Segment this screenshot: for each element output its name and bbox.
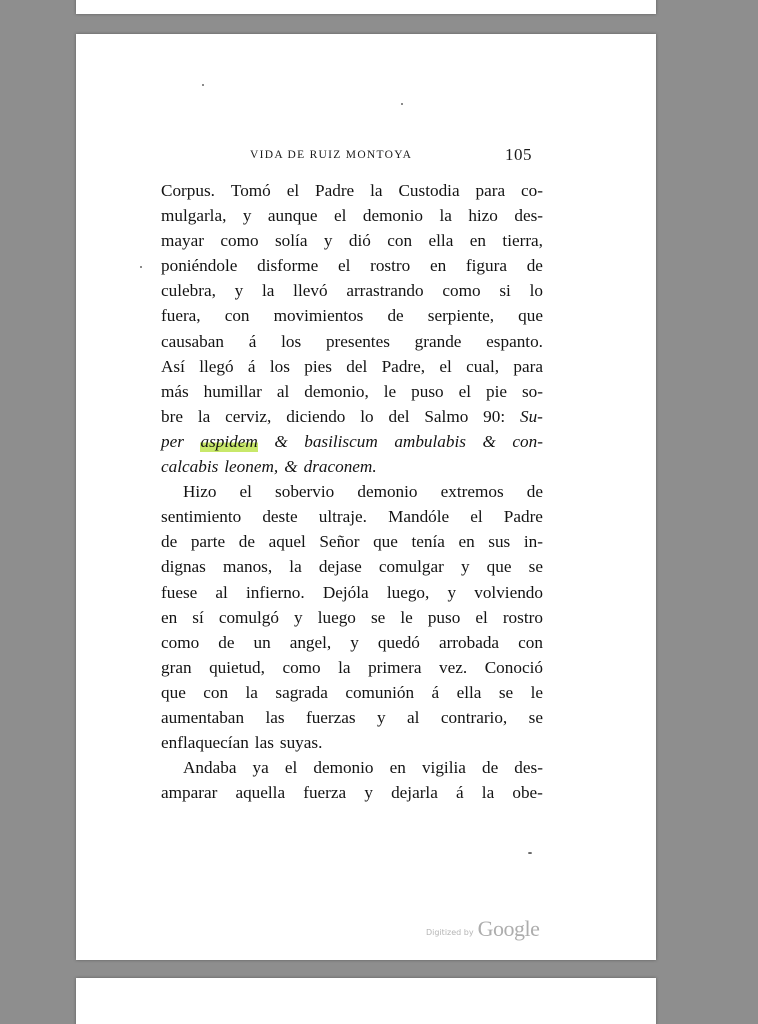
text-line	[161, 529, 543, 554]
word: le	[530, 682, 543, 702]
word: los	[281, 331, 302, 351]
word: arrastrando	[346, 281, 424, 301]
word: lo	[529, 281, 543, 301]
word: de	[481, 758, 499, 778]
word: &	[482, 431, 496, 451]
word: y	[323, 231, 333, 251]
word: Andaba	[183, 758, 237, 778]
word: de	[161, 532, 178, 552]
word: presentes	[325, 331, 390, 351]
word: que	[518, 306, 543, 326]
word: Padre	[503, 507, 543, 527]
text-line	[161, 178, 543, 203]
word: culebra,	[161, 281, 216, 301]
word: Conoció	[484, 657, 543, 677]
word: en	[458, 532, 475, 552]
word: vigilia	[421, 758, 466, 778]
word: la	[197, 406, 211, 426]
word: un	[253, 632, 271, 652]
word: fuerza	[303, 783, 347, 803]
word: Corpus.	[161, 181, 215, 200]
word: al	[215, 582, 228, 602]
word: bre	[161, 406, 183, 426]
word: manos,	[223, 557, 273, 577]
word: grande	[414, 331, 462, 351]
text-line	[161, 655, 543, 680]
word: Salmo	[424, 406, 469, 426]
word: el	[475, 607, 488, 627]
text-line	[161, 303, 543, 328]
word: comulgar	[378, 557, 444, 577]
word: si	[499, 281, 511, 301]
word: demonio,	[304, 381, 369, 401]
word: ella	[456, 682, 482, 702]
word: fuera,	[161, 306, 201, 326]
word: á	[431, 682, 440, 702]
word: cual,	[466, 356, 500, 376]
google-logo: Google	[477, 916, 540, 941]
text-line	[161, 354, 543, 379]
word: el	[239, 482, 252, 502]
word: primera	[368, 657, 422, 677]
word: con	[387, 231, 413, 251]
word: para	[475, 181, 506, 200]
word: deste	[262, 507, 298, 527]
word: infierno.	[245, 582, 305, 602]
word: ella	[428, 231, 454, 251]
word: el	[439, 356, 452, 376]
word: dejase	[318, 557, 362, 577]
word: el	[284, 758, 298, 778]
word: ultraje.	[318, 507, 367, 527]
word: Mandóle	[388, 507, 450, 527]
text-line	[161, 253, 543, 278]
previous-page[interactable]	[76, 0, 656, 14]
word: comulgó	[218, 607, 279, 627]
word: solía	[274, 231, 308, 251]
current-page[interactable]	[76, 34, 656, 960]
word: arrobada	[438, 632, 500, 652]
word: las	[265, 707, 285, 727]
word: sagrada	[275, 682, 328, 702]
word: en	[161, 607, 178, 627]
word: obe-	[512, 783, 543, 803]
word: y	[242, 206, 252, 226]
word: le	[400, 607, 413, 627]
word: aunque	[267, 206, 318, 226]
running-title: VIDA DE RUIZ MONTOYA	[250, 149, 413, 161]
word: de	[238, 532, 255, 552]
word: como	[220, 231, 259, 251]
word: demonio	[357, 482, 418, 502]
word: pie	[485, 381, 507, 401]
text-line	[161, 379, 543, 404]
text-line	[161, 605, 543, 630]
text-line	[161, 504, 543, 529]
word: y	[294, 607, 303, 627]
word: espanto.	[486, 331, 543, 351]
word: dignas	[161, 557, 206, 577]
word: á	[248, 331, 257, 351]
word: como	[442, 281, 481, 301]
text-line	[161, 228, 543, 253]
word: Padre	[315, 181, 355, 200]
word: quedó	[377, 632, 420, 652]
word: la	[370, 181, 383, 200]
word: Padre,	[381, 356, 426, 376]
digitized-by-google-watermark	[426, 912, 539, 942]
text-line	[161, 479, 543, 504]
word: fuerzas	[305, 707, 356, 727]
word: dejarla	[391, 783, 438, 803]
word: humillar	[203, 381, 262, 401]
word: enflaquecían	[161, 733, 249, 753]
word: so-	[521, 381, 543, 401]
word: serpiente,	[427, 306, 495, 326]
word: draconem.	[303, 457, 377, 477]
highlighted-word: aspidem	[200, 429, 257, 454]
text-line	[161, 278, 543, 303]
text-line	[161, 755, 543, 780]
word: luego,	[386, 582, 430, 602]
word: el	[458, 381, 471, 401]
word: Así	[161, 356, 185, 376]
word: quietud,	[209, 657, 265, 677]
word: demonio	[313, 758, 374, 778]
word: las	[254, 733, 274, 753]
word: disforme	[257, 256, 319, 276]
word: que	[161, 682, 186, 702]
page-number: 105	[505, 145, 532, 164]
text-line	[161, 329, 543, 354]
word: más	[161, 381, 189, 401]
word: el	[337, 256, 351, 276]
word: y	[234, 281, 244, 301]
word: sus	[488, 532, 511, 552]
word: aquel	[268, 532, 306, 552]
word: luego	[317, 607, 356, 627]
word: al	[407, 707, 420, 727]
digitized-label: Digitized by	[426, 928, 474, 937]
word: 90:	[483, 406, 506, 426]
scan-speck	[140, 266, 142, 268]
text-line	[161, 554, 543, 579]
word: el	[286, 181, 300, 200]
word: puso	[427, 607, 461, 627]
word: la	[245, 682, 258, 702]
word: gran	[161, 657, 192, 677]
word: que	[373, 532, 398, 552]
word: cerviz,	[225, 406, 272, 426]
word: mayar	[161, 231, 204, 251]
word: sobervio	[275, 482, 335, 502]
word: se	[528, 707, 543, 727]
word: movimientos	[273, 306, 364, 326]
word: rostro	[370, 256, 411, 276]
word: en	[389, 758, 406, 778]
next-page[interactable]	[76, 978, 656, 1024]
word: dió	[348, 231, 371, 251]
word: suyas.	[279, 733, 323, 753]
text-line	[161, 454, 543, 479]
text-line	[161, 429, 543, 454]
word: con	[224, 306, 250, 326]
word: y	[364, 783, 373, 803]
word: llevó	[293, 281, 328, 301]
word: para	[513, 356, 543, 376]
word: el	[333, 206, 347, 226]
word: causaban	[161, 331, 224, 351]
word: Dejóla	[322, 582, 369, 602]
word: del	[346, 356, 368, 376]
word: de	[218, 632, 235, 652]
word: sentimiento	[161, 507, 242, 527]
word: per	[161, 431, 184, 451]
word: extremos	[440, 482, 504, 502]
text-line	[161, 705, 543, 730]
word: y	[447, 582, 457, 602]
scan-speck	[528, 852, 532, 854]
text-line	[161, 780, 543, 805]
word: parte	[190, 532, 226, 552]
word: pies	[304, 356, 332, 376]
running-head	[160, 145, 532, 167]
scan-speck	[401, 103, 403, 105]
word: el	[470, 507, 483, 527]
word: Su-	[519, 406, 543, 426]
word: del	[388, 406, 410, 426]
word: aumentaban	[161, 707, 245, 727]
word: mulgarla,	[161, 206, 227, 226]
word: se	[528, 557, 543, 577]
word: volviendo	[474, 582, 543, 602]
word: ambulabis	[394, 431, 466, 451]
word: que	[486, 557, 512, 577]
word: comunión	[345, 682, 415, 702]
word: tenía	[411, 532, 445, 552]
word: co-	[521, 181, 543, 200]
word: se	[498, 682, 514, 702]
word: le	[383, 381, 397, 401]
word: la	[289, 557, 302, 577]
word: &	[284, 457, 298, 477]
text-line	[161, 680, 543, 705]
word: de	[387, 306, 404, 326]
word: poniéndole	[161, 256, 238, 276]
word: á	[456, 783, 464, 803]
word: Tomó	[230, 181, 271, 200]
word: como	[282, 657, 321, 677]
word: leonem,	[224, 457, 279, 477]
word: ya	[252, 758, 269, 778]
word: y	[460, 557, 470, 577]
text-line	[161, 630, 543, 655]
word: in-	[523, 532, 543, 552]
word: la	[338, 657, 351, 677]
word: contrario,	[440, 707, 508, 727]
word: Hizo	[183, 482, 217, 502]
word: figura	[465, 256, 507, 276]
word: hizo	[468, 206, 498, 226]
text-line	[161, 404, 543, 429]
word: en	[469, 231, 486, 251]
word: la	[262, 281, 275, 301]
word: angel,	[289, 632, 332, 652]
word: basiliscum	[304, 431, 378, 451]
text-line	[161, 580, 543, 605]
word: des-	[514, 758, 543, 778]
word: con	[203, 682, 229, 702]
word: se	[370, 607, 386, 627]
word: des-	[514, 206, 543, 226]
word: con	[518, 632, 543, 652]
word: la	[481, 783, 495, 803]
word: la	[439, 206, 452, 226]
word: llegó	[199, 356, 234, 376]
word: Custodia	[398, 181, 460, 200]
word: diciendo	[286, 406, 346, 426]
word: al	[276, 381, 290, 401]
word: sí	[192, 607, 204, 627]
word: puso	[411, 381, 444, 401]
word: vez.	[439, 657, 468, 677]
scan-speck	[202, 84, 204, 86]
word: Señor	[319, 532, 360, 552]
word: como	[161, 632, 200, 652]
word: de	[526, 256, 543, 276]
word: demonio	[362, 206, 423, 226]
word: los	[269, 356, 290, 376]
word: fuese	[161, 582, 198, 602]
word: tierra,	[502, 231, 543, 251]
word: lo	[360, 406, 374, 426]
word: amparar	[161, 783, 218, 803]
text-line	[161, 730, 543, 755]
word: de	[526, 482, 543, 502]
word: y	[350, 632, 359, 652]
word: calcabis	[161, 457, 219, 477]
word: en	[429, 256, 447, 276]
word: con-	[512, 431, 543, 451]
text-line	[161, 203, 543, 228]
word: á	[247, 356, 256, 376]
word: &	[274, 431, 288, 451]
word: rostro	[502, 607, 543, 627]
body-text	[161, 178, 543, 805]
word: aquella	[235, 783, 286, 803]
word: y	[377, 707, 386, 727]
